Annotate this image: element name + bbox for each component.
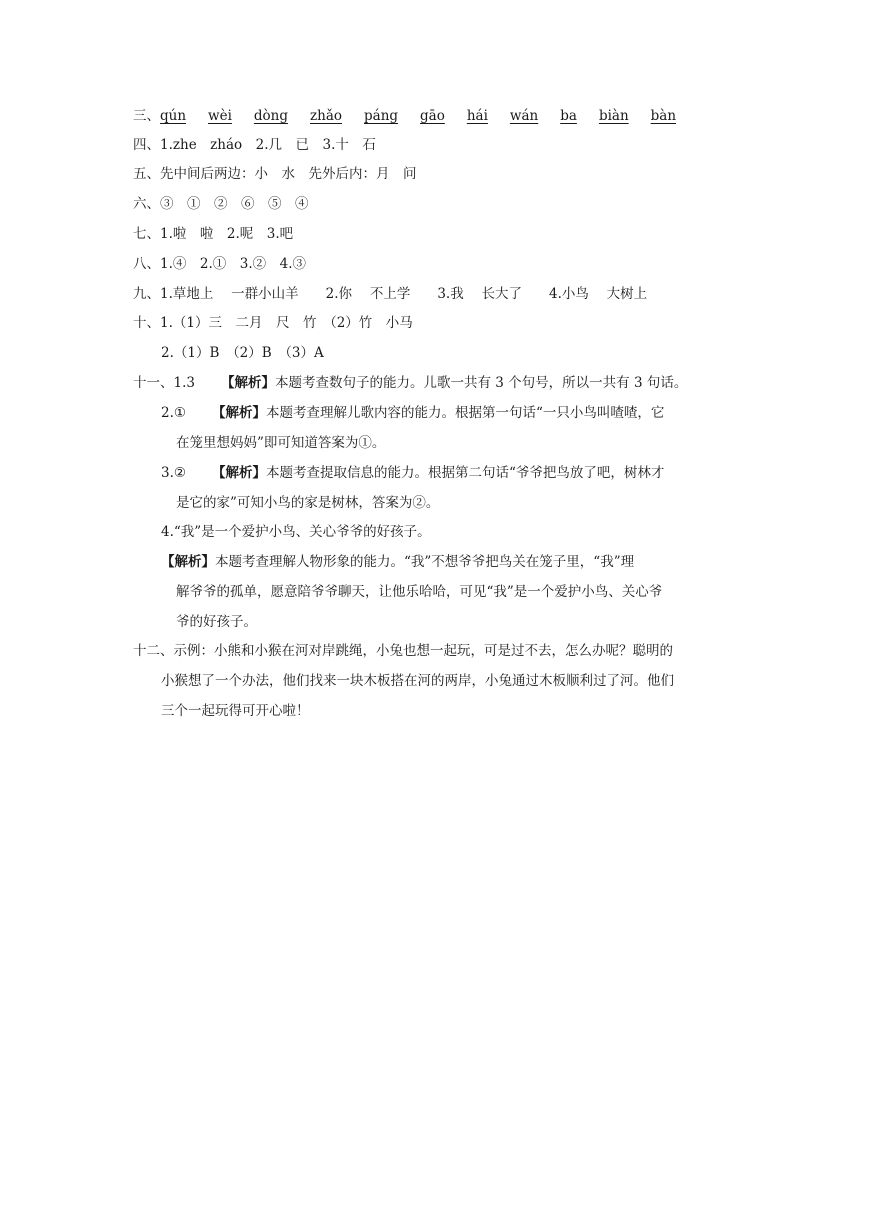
section-10 <box>133 313 413 333</box>
section-5 <box>133 164 417 184</box>
section-10-line1: 1.（1）三 二月 尺 竹 （2）竹 小马 <box>160 315 413 331</box>
q2-analysis-text2: 在笼里想妈妈”即可知道答案为①。 <box>176 435 386 451</box>
section-10-line2-row <box>161 343 324 363</box>
q3-analysis-text2: 是它的家”可知小鸟的家是树林，答案为②。 <box>176 495 440 511</box>
pinyin-answer: dòng <box>253 108 289 124</box>
pinyin-answer: páng <box>364 108 399 124</box>
section-11-q4-exp3 <box>176 612 257 632</box>
section-12 <box>133 641 673 661</box>
section-11-q1 <box>133 373 687 393</box>
section-11-q4 <box>161 522 431 542</box>
section-9-text: 1.草地上 一群小山羊 2.你 不上学 3.我 长大了 4.小鸟 大树上 <box>160 286 648 302</box>
pinyin-answer: qún <box>160 108 187 124</box>
q2-analysis-tag: 【解析】 <box>211 405 266 421</box>
q2-number: 2.① <box>161 405 186 421</box>
section-6 <box>133 194 309 214</box>
q4-analysis-tag: 【解析】 <box>161 554 215 570</box>
q1-analysis-text: 本题考查数句子的能力。儿歌一共有 3 个句号，所以一共有 3 句话。 <box>274 375 688 391</box>
pinyin-answer: wèi <box>208 108 232 124</box>
section-4-label: 四、 <box>133 137 160 153</box>
q3-analysis-tag: 【解析】 <box>211 465 266 481</box>
section-5-label: 五、 <box>133 166 160 182</box>
section-8-label: 八、 <box>133 256 160 272</box>
section-11-q2 <box>161 403 664 423</box>
section-10-line2: 2.（1）B （2）B （3）A <box>161 345 324 361</box>
section-3-label: 三、 <box>133 108 160 124</box>
pinyin-answer: zhǎo <box>310 108 342 124</box>
pinyin-answer: bàn <box>650 108 677 124</box>
section-12-line2: 小猴想了一个办法，他们找来一块木板搭在河的两岸，小兔通过木板顺利过了河。他们 <box>161 673 674 689</box>
q4-analysis-text1: 本题考查理解人物形象的能力。“我”不想爷爷把鸟关在笼子里，“我”理 <box>215 554 635 570</box>
q2-analysis-text1: 本题考查理解儿歌内容的能力。根据第一句话“一只小鸟叫喳喳，它 <box>265 405 665 421</box>
pinyin-row <box>160 108 698 124</box>
section-7-label: 七、 <box>133 226 160 242</box>
section-11-q3-cont <box>176 493 439 513</box>
section-11-label: 十一、 <box>133 375 174 391</box>
q1-analysis-tag: 【解析】 <box>220 375 275 391</box>
section-11-q4-exp <box>161 552 634 572</box>
pinyin-answer: biàn <box>598 108 629 124</box>
section-12-line1: 示例：小熊和小猴在河对岸跳绳，小兔也想一起玩，可是过不去，怎么办呢？聪明的 <box>173 643 673 659</box>
pinyin-answer: hái <box>466 108 488 124</box>
section-12-label: 十二、 <box>133 643 174 659</box>
q1-number: 1.3 <box>173 375 195 391</box>
section-8 <box>133 254 306 274</box>
section-8-text: 1.④ 2.① 3.② 4.③ <box>160 256 307 272</box>
section-11-q3 <box>161 463 664 483</box>
section-12-line2-row <box>161 671 674 691</box>
pinyin-answer: wán <box>509 108 539 124</box>
q3-number: 3.② <box>161 465 186 481</box>
section-10-label: 十、 <box>133 315 160 331</box>
section-9 <box>133 284 647 304</box>
section-11-q4-exp2 <box>176 582 662 602</box>
section-6-text: ③ ① ② ⑥ ⑤ ④ <box>160 196 309 212</box>
pinyin-answer: gāo <box>420 108 445 124</box>
section-12-line3-row <box>161 701 310 721</box>
section-11-q2-cont <box>176 433 385 453</box>
section-12-line3: 三个一起玩得可开心啦！ <box>161 703 310 719</box>
q3-analysis-text1: 本题考查提取信息的能力。根据第二句话“爷爷把鸟放了吧，树林才 <box>265 465 665 481</box>
q4-analysis-text3: 爷的好孩子。 <box>176 614 257 630</box>
pinyin-answer: ba <box>560 108 577 124</box>
section-3 <box>133 106 698 126</box>
section-7-text: 1.啦 啦 2.呢 3.吧 <box>160 226 294 242</box>
q4-analysis-text2: 解爷爷的孤单，愿意陪爷爷聊天，让他乐哈哈，可见“我”是一个爱护小鸟、关心爷 <box>176 584 663 600</box>
section-9-label: 九、 <box>133 286 160 302</box>
section-4 <box>133 135 376 155</box>
section-6-label: 六、 <box>133 196 160 212</box>
section-4-text: 1.zhe zháo 2.几 已 3.十 石 <box>160 137 376 153</box>
q4-answer: 4.“我”是一个爱护小鸟、关心爷爷的好孩子。 <box>161 524 431 540</box>
section-5-text: 先中间后两边：小 水 先外后内：月 问 <box>160 166 417 182</box>
section-7 <box>133 224 293 244</box>
